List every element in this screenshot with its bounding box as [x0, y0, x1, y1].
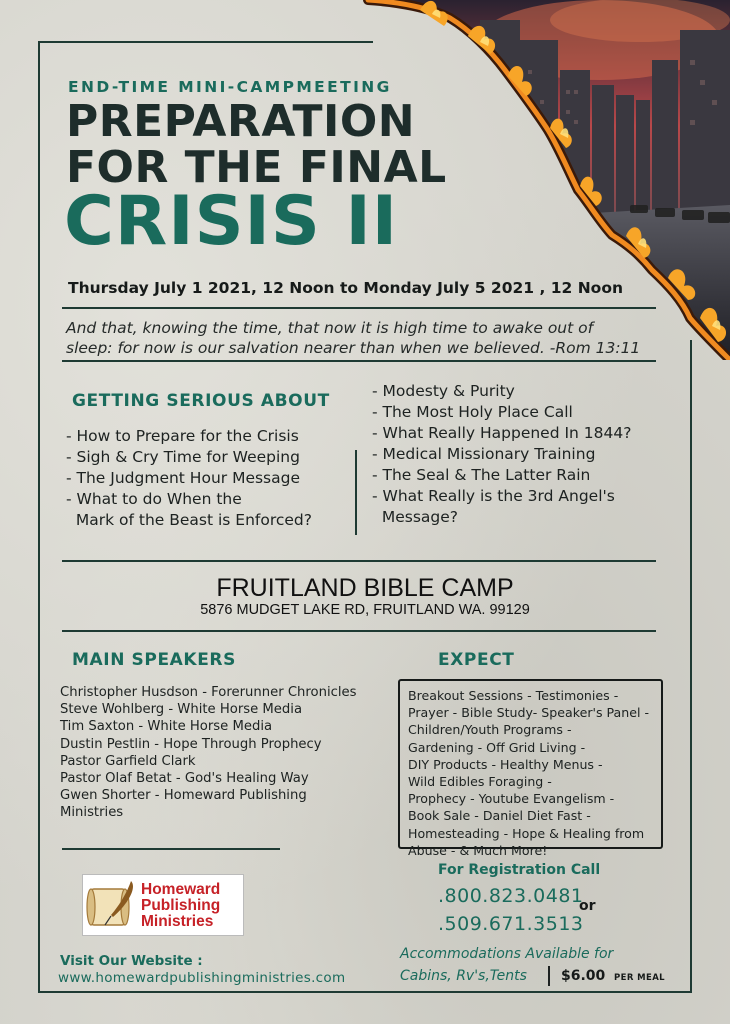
registration-label: For Registration Call: [438, 862, 601, 878]
expect-item: Abuse - & Much More!: [408, 842, 548, 858]
topics-right-list: [372, 381, 631, 528]
speaker-item: Pastor Olaf Betat - God's Healing Way: [60, 771, 309, 787]
divider-above-venue: [62, 560, 656, 562]
price-separator: [548, 966, 550, 986]
expect-item: Breakout Sessions - Testimonies -: [408, 688, 619, 703]
expect-heading: EXPECT: [438, 650, 515, 670]
website-label: Visit Our Website :: [60, 953, 203, 969]
topic-item: - The Seal & The Latter Rain: [372, 466, 591, 484]
speaker-item: Ministries: [60, 805, 124, 821]
meal-price: $6.00: [561, 968, 606, 984]
speaker-item: Dustin Pestlin - Hope Through Prophecy: [60, 736, 322, 752]
speakers-heading: MAIN SPEAKERS: [72, 650, 236, 670]
speaker-item: Steve Wohlberg - White Horse Media: [60, 702, 303, 718]
frame-right-line: [690, 340, 692, 993]
venue-name: FRUITLAND BIBLE CAMP: [216, 574, 514, 602]
title-line-1: PREPARATION: [66, 96, 416, 147]
speaker-item: Christopher Husdson - Forerunner Chronicles: [60, 685, 357, 700]
expect-item: Prayer - Bible Study- Speaker's Panel -: [408, 705, 650, 721]
topic-item: - What to do When the: [66, 490, 242, 508]
publisher-logo: [82, 874, 244, 936]
topic-item: - The Most Holy Place Call: [372, 403, 573, 421]
expect-item: Gardening - Off Grid Living -: [408, 739, 586, 755]
topic-item: - The Judgment Hour Message: [66, 469, 301, 487]
topic-item: Mark of the Beast is Enforced?: [66, 511, 313, 529]
expect-box: [398, 679, 663, 858]
topics-heading: GETTING SERIOUS ABOUT: [72, 391, 330, 411]
divider-above-verse: [62, 307, 656, 309]
divider-below-venue: [62, 630, 656, 632]
verse-line-2: sleep: for now is our salvation nearer than when we believed. -Rom 13:11: [66, 339, 641, 357]
topic-item: Message?: [372, 508, 459, 526]
topic-item: - How to Prepare for the Crisis: [66, 427, 299, 445]
event-subtitle: END-TIME MINI-CAMPMEETING: [68, 78, 392, 96]
title-line-2: FOR THE FINAL: [66, 142, 447, 193]
website-link[interactable]: www.homewardpublishingministries.com: [58, 970, 346, 986]
frame-top-line: [38, 41, 373, 43]
scroll-quill-icon: [85, 877, 139, 935]
frame-bottom-line: [38, 991, 692, 993]
topic-item: - Sigh & Cry Time for Weeping: [66, 448, 300, 466]
meal-price-unit: PER MEAL: [614, 973, 665, 983]
speaker-item: Pastor Garfield Clark: [60, 753, 196, 769]
divider-below-verse: [62, 360, 656, 362]
expect-item: Wild Edibles Foraging -: [408, 774, 552, 790]
accommodations-line-2: Cabins, Rv's,Tents: [400, 968, 527, 984]
topic-item: - What Really Happened In 1844?: [372, 424, 632, 442]
verse-line-1: And that, knowing the time, that now it is high time to awake out of: [66, 319, 594, 337]
title-line-3: CRISIS II: [64, 182, 399, 261]
expect-item: Book Sale - Daniel Diet Fast -: [408, 808, 591, 824]
speaker-item: Gwen Shorter - Homeward Publishing: [60, 788, 307, 804]
expect-item: Prophecy - Youtube Evangelism -: [408, 791, 615, 807]
topic-item: - What Really is the 3rd Angel's: [372, 487, 615, 505]
expect-item: Children/Youth Programs -: [408, 722, 572, 738]
topic-item: - Medical Missionary Training: [372, 445, 596, 463]
speakers-list: [60, 684, 390, 822]
bible-verse: [66, 318, 666, 358]
venue-address: 5876 MUDGET LAKE RD, FRUITLAND WA. 99129: [200, 602, 530, 618]
divider-below-speakers: [62, 848, 280, 850]
speaker-item: Tim Saxton - White Horse Media: [60, 719, 273, 735]
event-dates: Thursday July 1 2021, 12 Noon to Monday July 5 2021 , 12 Noon: [68, 279, 624, 297]
publisher-logo-text: Homeward Publishing Ministries: [141, 881, 221, 930]
phone-number-1[interactable]: .800.823.0481: [438, 885, 584, 907]
frame-left-line: [38, 41, 40, 993]
or-label: or: [579, 898, 596, 914]
expect-item: Homesteading - Hope & Healing from: [408, 825, 645, 841]
topics-column-divider: [355, 450, 357, 535]
phone-number-2[interactable]: .509.671.3513: [438, 913, 584, 935]
topic-item: - Modesty & Purity: [372, 382, 515, 400]
expect-item: DIY Products - Healthy Menus -: [408, 756, 603, 772]
accommodations-line-1: Accommodations Available for: [400, 946, 614, 962]
topics-left-list: [66, 426, 312, 531]
